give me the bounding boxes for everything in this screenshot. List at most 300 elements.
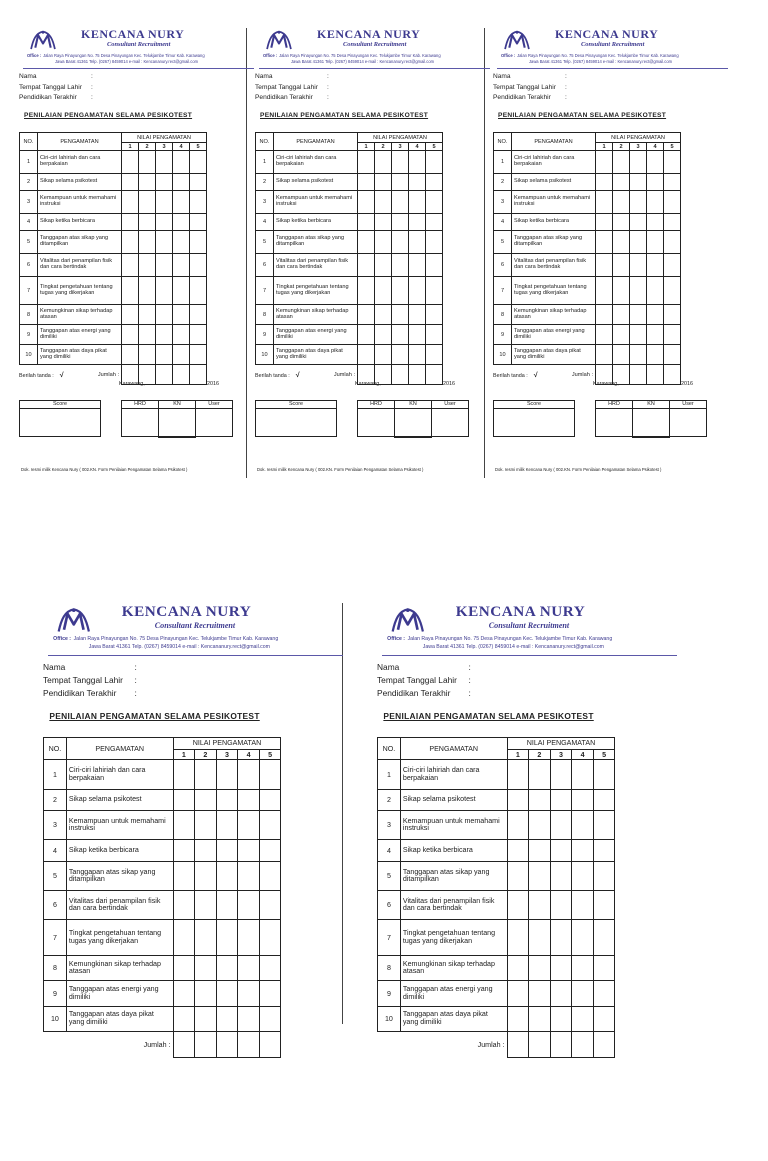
score-cell[interactable] [392,325,409,345]
score-cell[interactable] [613,174,630,191]
score-cell[interactable] [259,981,281,1006]
signature-field-kn[interactable] [159,409,196,437]
score-cell[interactable] [259,862,281,891]
score-cell[interactable] [173,981,195,1006]
total-cell[interactable] [630,365,647,385]
score-cell[interactable] [190,277,207,305]
total-cell[interactable] [550,1032,572,1057]
total-cell[interactable] [173,365,190,385]
score-cell[interactable] [139,325,156,345]
score-cell[interactable] [426,231,443,254]
score-cell[interactable] [216,920,238,956]
score-col-5: 5 [426,143,443,151]
score-cell[interactable] [122,191,139,214]
score-cell[interactable] [139,345,156,365]
score-cell[interactable] [195,955,217,980]
score-cell[interactable] [375,305,392,325]
score-cell[interactable] [572,811,594,840]
score-cell[interactable] [507,891,529,920]
score-cell[interactable] [550,760,572,789]
score-cell[interactable] [173,760,195,789]
score-cell[interactable] [630,254,647,277]
table-row [256,231,443,254]
score-cell[interactable] [122,231,139,254]
score-cell[interactable] [173,174,190,191]
score-cell[interactable] [216,862,238,891]
score-cell[interactable] [139,174,156,191]
score-box-field[interactable] [256,409,337,437]
score-cell[interactable] [630,214,647,231]
score-cell[interactable] [173,305,190,325]
score-cell[interactable] [507,1006,529,1031]
score-cell[interactable] [664,214,681,231]
score-cell[interactable] [550,981,572,1006]
score-cell[interactable] [593,920,615,956]
score-cell[interactable] [572,760,594,789]
score-cell[interactable] [139,277,156,305]
score-cell[interactable] [426,345,443,365]
table-row [494,254,681,277]
score-cell[interactable] [630,231,647,254]
score-cell[interactable] [122,305,139,325]
score-cell[interactable] [190,151,207,174]
score-cell[interactable] [593,840,615,862]
score-cell[interactable] [238,891,260,920]
score-cell[interactable] [664,325,681,345]
score-cell[interactable] [122,174,139,191]
score-cell[interactable] [426,305,443,325]
score-cell[interactable] [630,305,647,325]
score-cell[interactable] [122,325,139,345]
score-col-1: 1 [358,143,375,151]
score-cell[interactable] [238,840,260,862]
score-cell[interactable] [529,862,551,891]
score-cell[interactable] [426,325,443,345]
score-cell[interactable] [358,191,375,214]
score-cell[interactable] [195,891,217,920]
score-cell[interactable] [173,862,195,891]
score-cell[interactable] [409,214,426,231]
total-cell[interactable] [409,365,426,385]
score-cell[interactable] [593,811,615,840]
score-cell[interactable] [195,789,217,811]
score-cell[interactable] [122,214,139,231]
total-cell[interactable] [572,1032,594,1057]
score-cell[interactable] [238,920,260,956]
score-cell[interactable] [647,151,664,174]
score-cell[interactable] [613,231,630,254]
score-cell[interactable] [392,191,409,214]
score-cell[interactable] [190,345,207,365]
score-cell[interactable] [572,891,594,920]
score-cell[interactable] [507,981,529,1006]
signature-field-user[interactable] [670,409,707,437]
total-cell[interactable] [216,1032,238,1057]
score-cell[interactable] [664,151,681,174]
score-cell[interactable] [613,214,630,231]
total-cell[interactable] [190,365,207,385]
score-cell[interactable] [173,277,190,305]
score-cell[interactable] [238,760,260,789]
kencana-nury-logo-icon [29,29,57,51]
score-cell[interactable] [156,174,173,191]
score-cell[interactable] [238,955,260,980]
score-cell[interactable] [190,325,207,345]
score-cell[interactable] [507,760,529,789]
score-cell[interactable] [647,231,664,254]
score-cell[interactable] [596,305,613,325]
score-cell[interactable] [426,151,443,174]
score-cell[interactable] [195,1006,217,1031]
score-cell[interactable] [216,789,238,811]
score-cell[interactable] [550,955,572,980]
score-cell[interactable] [596,214,613,231]
total-cell[interactable] [156,365,173,385]
score-cell[interactable] [664,254,681,277]
score-cell[interactable] [190,214,207,231]
score-cell[interactable] [630,191,647,214]
score-cell[interactable] [156,191,173,214]
score-cell[interactable] [392,305,409,325]
score-cell[interactable] [596,254,613,277]
score-cell[interactable] [596,151,613,174]
score-cell[interactable] [647,174,664,191]
score-cell[interactable] [572,920,594,956]
score-cell[interactable] [596,174,613,191]
score-cell[interactable] [630,151,647,174]
score-cell[interactable] [195,981,217,1006]
score-cell[interactable] [392,214,409,231]
score-cell[interactable] [173,811,195,840]
score-cell[interactable] [426,254,443,277]
signature-field-hrd[interactable] [596,409,633,437]
score-cell[interactable] [596,277,613,305]
score-cell[interactable] [358,305,375,325]
score-cell[interactable] [647,305,664,325]
score-cell[interactable] [426,214,443,231]
score-cell[interactable] [122,254,139,277]
score-cell[interactable] [259,760,281,789]
row-observation: Kemungkinan sikap terhadap atasan [274,305,358,325]
score-cell[interactable] [647,345,664,365]
score-cell[interactable] [426,174,443,191]
score-cell[interactable] [572,789,594,811]
score-cell[interactable] [426,191,443,214]
score-cell[interactable] [664,174,681,191]
score-cell[interactable] [156,231,173,254]
signature-field-kn[interactable] [395,409,432,437]
score-cell[interactable] [572,840,594,862]
score-cell[interactable] [216,955,238,980]
score-cell[interactable] [392,277,409,305]
score-cell[interactable] [259,955,281,980]
signature-field-user[interactable] [432,409,469,437]
score-cell[interactable] [630,277,647,305]
signature-col-user: User [196,401,233,409]
score-cell[interactable] [195,811,217,840]
score-cell[interactable] [156,277,173,305]
score-col-2: 2 [529,750,551,760]
row-number: 3 [378,811,401,840]
score-cell[interactable] [613,191,630,214]
score-cell[interactable] [173,254,190,277]
score-cell[interactable] [392,254,409,277]
score-cell[interactable] [409,277,426,305]
score-cell[interactable] [550,789,572,811]
score-cell[interactable] [507,862,529,891]
score-cell[interactable] [358,325,375,345]
score-cell[interactable] [139,231,156,254]
score-cell[interactable] [392,231,409,254]
score-cell[interactable] [550,1006,572,1031]
score-cell[interactable] [216,811,238,840]
total-cell[interactable] [195,1032,217,1057]
score-cell[interactable] [190,174,207,191]
score-cell[interactable] [156,254,173,277]
score-cell[interactable] [593,862,615,891]
score-cell[interactable] [529,760,551,789]
total-cell[interactable] [664,365,681,385]
score-cell[interactable] [529,840,551,862]
score-cell[interactable] [550,811,572,840]
score-cell[interactable] [375,214,392,231]
score-cell[interactable] [122,345,139,365]
score-cell[interactable] [358,151,375,174]
score-cell[interactable] [259,920,281,956]
score-cell[interactable] [529,920,551,956]
score-cell[interactable] [572,955,594,980]
score-cell[interactable] [358,214,375,231]
score-cell[interactable] [375,254,392,277]
score-cell[interactable] [259,789,281,811]
score-cell[interactable] [173,214,190,231]
score-cell[interactable] [216,1006,238,1031]
score-box-field[interactable] [494,409,575,437]
score-box-field[interactable] [20,409,101,437]
score-cell[interactable] [156,214,173,231]
score-cell[interactable] [375,191,392,214]
score-cell[interactable] [647,214,664,231]
score-cell[interactable] [238,789,260,811]
field-label-1: Tempat Tanggal Lahir [255,83,318,91]
score-cell[interactable] [613,325,630,345]
score-cell[interactable] [613,254,630,277]
score-cell[interactable] [630,174,647,191]
score-cell[interactable] [613,277,630,305]
score-cell[interactable] [259,811,281,840]
score-cell[interactable] [392,345,409,365]
score-cell[interactable] [216,760,238,789]
score-cell[interactable] [664,345,681,365]
score-cell[interactable] [173,191,190,214]
signature-field-hrd[interactable] [122,409,159,437]
score-cell[interactable] [409,345,426,365]
score-cell[interactable] [572,981,594,1006]
score-cell[interactable] [409,325,426,345]
score-cell[interactable] [529,1006,551,1031]
score-cell[interactable] [238,981,260,1006]
score-cell[interactable] [195,920,217,956]
score-cell[interactable] [238,811,260,840]
score-cell[interactable] [593,789,615,811]
score-cell[interactable] [507,840,529,862]
score-cell[interactable] [596,325,613,345]
score-cell[interactable] [664,191,681,214]
score-cell[interactable] [358,345,375,365]
score-cell[interactable] [259,840,281,862]
score-cell[interactable] [375,345,392,365]
score-cell[interactable] [238,862,260,891]
score-cell[interactable] [156,151,173,174]
score-cell[interactable] [173,151,190,174]
score-cell[interactable] [596,191,613,214]
score-cell[interactable] [426,277,443,305]
score-cell[interactable] [409,254,426,277]
total-cell[interactable] [647,365,664,385]
score-cell[interactable] [409,151,426,174]
score-cell[interactable] [139,214,156,231]
total-cell[interactable] [392,365,409,385]
score-cell[interactable] [139,151,156,174]
score-cell[interactable] [572,862,594,891]
score-cell[interactable] [572,1006,594,1031]
score-cell[interactable] [358,174,375,191]
score-cell[interactable] [550,840,572,862]
score-cell[interactable] [507,955,529,980]
score-cell[interactable] [216,981,238,1006]
score-cell[interactable] [529,811,551,840]
score-cell[interactable] [392,151,409,174]
field-colon-2: : [327,94,329,101]
score-cell[interactable] [173,955,195,980]
score-cell[interactable] [596,231,613,254]
score-cell[interactable] [664,305,681,325]
table-row [256,305,443,325]
score-cell[interactable] [259,1006,281,1031]
score-cell[interactable] [173,345,190,365]
score-cell[interactable] [238,1006,260,1031]
score-cell[interactable] [190,305,207,325]
score-cell[interactable] [173,840,195,862]
score-cell[interactable] [647,277,664,305]
score-cell[interactable] [358,254,375,277]
score-cell[interactable] [647,254,664,277]
score-cell[interactable] [647,191,664,214]
score-cell[interactable] [358,277,375,305]
score-cell[interactable] [550,920,572,956]
total-cell[interactable] [529,1032,551,1057]
score-cell[interactable] [173,325,190,345]
score-cell[interactable] [195,760,217,789]
score-cell[interactable] [593,981,615,1006]
score-cell[interactable] [550,862,572,891]
score-cell[interactable] [156,305,173,325]
score-cell[interactable] [550,891,572,920]
score-cell[interactable] [647,325,664,345]
score-cell[interactable] [392,174,409,191]
score-cell[interactable] [593,1006,615,1031]
score-cell[interactable] [190,254,207,277]
score-cell[interactable] [409,305,426,325]
score-cell[interactable] [156,325,173,345]
total-cell[interactable] [238,1032,260,1057]
score-cell[interactable] [195,862,217,891]
score-cell[interactable] [529,981,551,1006]
score-cell[interactable] [630,325,647,345]
total-cell[interactable] [259,1032,281,1057]
score-cell[interactable] [375,231,392,254]
score-cell[interactable] [664,231,681,254]
score-col-4: 4 [238,750,260,760]
score-cell[interactable] [139,305,156,325]
score-cell[interactable] [507,789,529,811]
score-cell[interactable] [173,920,195,956]
score-cell[interactable] [216,891,238,920]
score-cell[interactable] [409,174,426,191]
score-cell[interactable] [122,277,139,305]
score-cell[interactable] [664,277,681,305]
score-cell[interactable] [375,325,392,345]
score-cell[interactable] [195,840,217,862]
signature-field-hrd[interactable] [358,409,395,437]
signature-field-user[interactable] [196,409,233,437]
score-cell[interactable] [122,151,139,174]
score-cell[interactable] [375,174,392,191]
signing-year: 2016 [207,381,219,387]
total-cell[interactable] [593,1032,615,1057]
score-cell[interactable] [190,231,207,254]
score-cell[interactable] [593,955,615,980]
score-cell[interactable] [409,231,426,254]
score-cell[interactable] [409,191,426,214]
score-cell[interactable] [375,151,392,174]
table-row [494,151,681,174]
score-cell[interactable] [190,191,207,214]
score-cell[interactable] [507,920,529,956]
score-cell[interactable] [173,231,190,254]
score-cell[interactable] [156,345,173,365]
field-colon-0: : [565,73,567,80]
score-cell[interactable] [173,789,195,811]
score-cell[interactable] [529,789,551,811]
score-cell[interactable] [529,891,551,920]
score-cell[interactable] [593,891,615,920]
score-cell[interactable] [507,811,529,840]
score-cell[interactable] [259,891,281,920]
row-number: 10 [494,345,512,365]
score-cell[interactable] [593,760,615,789]
score-cell[interactable] [139,191,156,214]
score-cell[interactable] [173,1006,195,1031]
score-cell[interactable] [613,305,630,325]
score-cell[interactable] [173,891,195,920]
total-cell[interactable] [173,1032,195,1057]
table-row [20,305,207,325]
score-cell[interactable] [529,955,551,980]
score-cell[interactable] [613,151,630,174]
table-row [494,231,681,254]
total-cell[interactable] [507,1032,529,1057]
score-cell[interactable] [216,840,238,862]
signature-field-kn[interactable] [633,409,670,437]
score-cell[interactable] [596,345,613,365]
score-cell[interactable] [139,254,156,277]
score-cell[interactable] [613,345,630,365]
total-cell[interactable] [426,365,443,385]
score-cell[interactable] [358,231,375,254]
score-cell[interactable] [375,277,392,305]
score-cell[interactable] [630,345,647,365]
